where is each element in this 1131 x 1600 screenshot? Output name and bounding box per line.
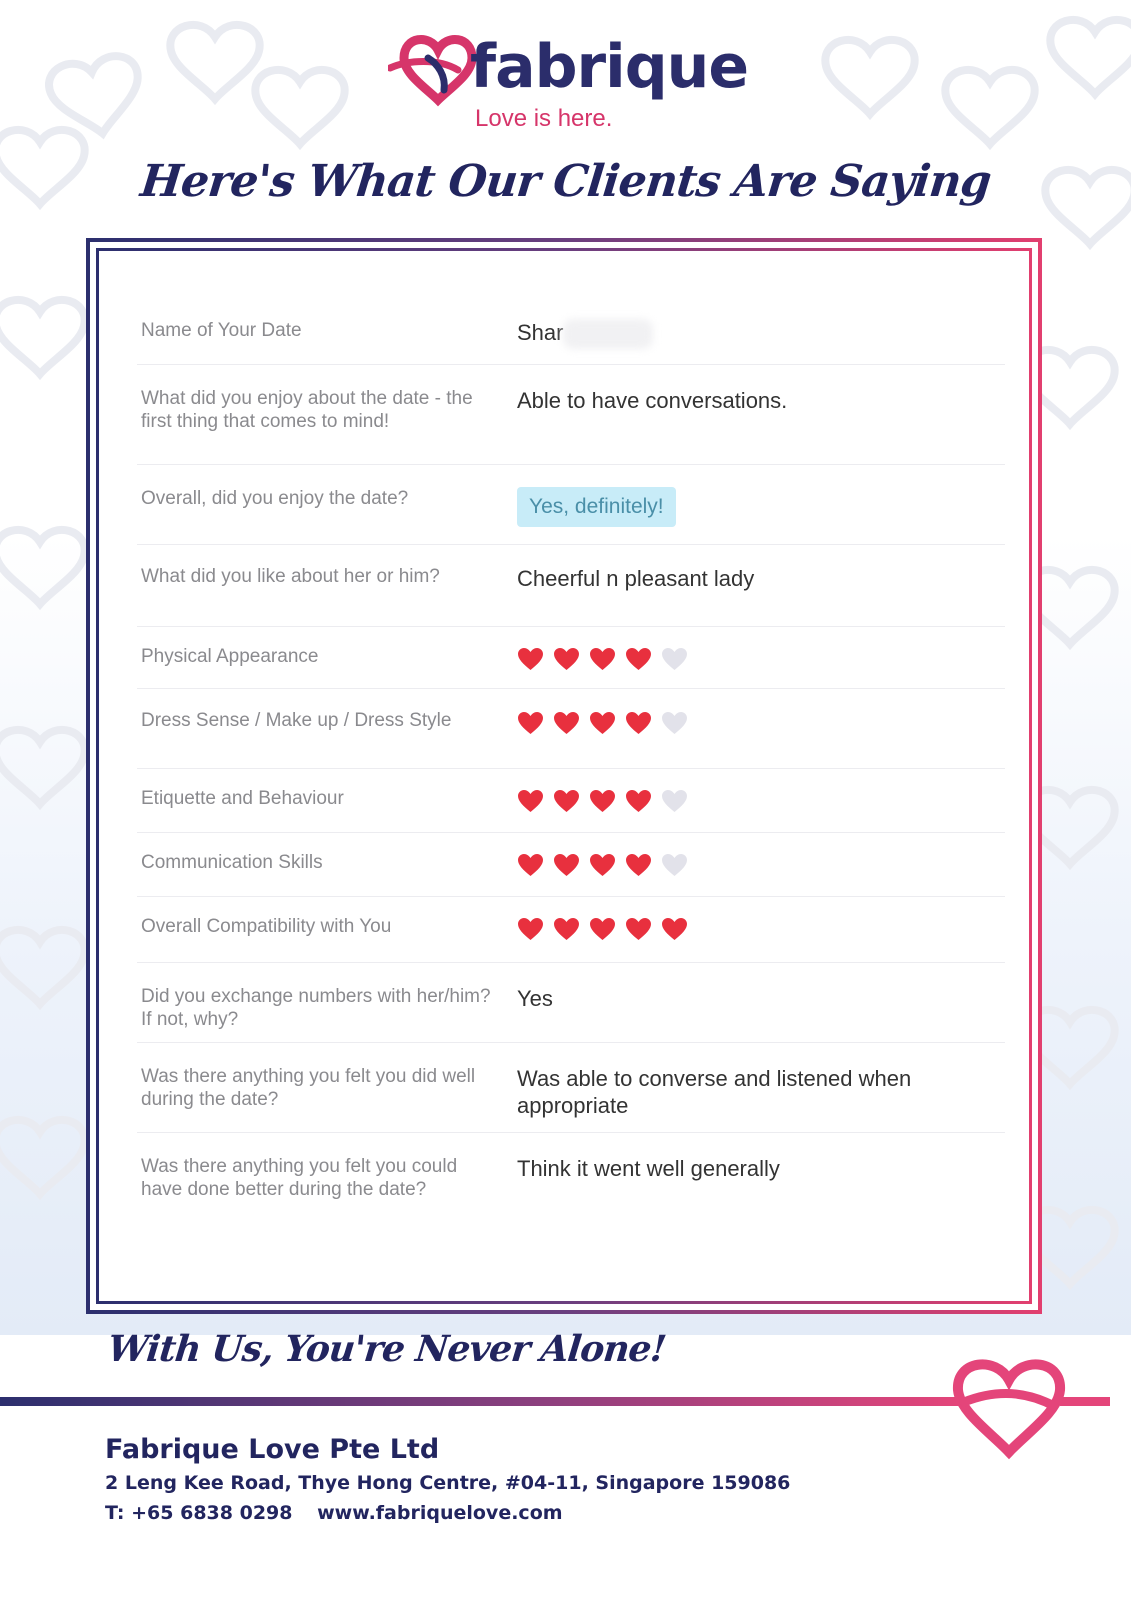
question-label: Was there anything you felt you could have done better during the date? xyxy=(141,1156,458,1200)
question-label: Overall, did you enjoy the date? xyxy=(141,488,409,509)
answer-text: Yes xyxy=(517,986,553,1011)
question-label: What did you like about her or him? xyxy=(141,566,440,587)
question-label: Physical Appearance xyxy=(141,646,319,667)
answer-text: Think it went well generally xyxy=(517,1156,780,1181)
page-headline: Here's What Our Clients Are Saying xyxy=(138,156,993,207)
rating-hearts xyxy=(513,709,1005,768)
company-website[interactable]: www.fabriquelove.com xyxy=(317,1502,563,1524)
brand-tagline: Love is here. xyxy=(475,105,613,132)
heart-filled-icon xyxy=(589,647,616,672)
question-label: Communication Skills xyxy=(141,852,323,873)
answer-text: Shar xyxy=(517,320,564,345)
heart-filled-icon xyxy=(517,789,544,814)
question-label: Etiquette and Behaviour xyxy=(141,788,344,809)
heart-filled-icon xyxy=(625,917,652,942)
feedback-rows xyxy=(137,301,1005,1245)
heart-filled-icon xyxy=(589,917,616,942)
question-label: What did you enjoy about the date - the first thing that comes to mind! xyxy=(141,388,473,432)
heart-filled-icon xyxy=(589,789,616,814)
heart-filled-icon xyxy=(625,647,652,672)
answer-text: Cheerful n pleasant lady xyxy=(517,566,755,591)
feedback-row xyxy=(137,689,1005,769)
heart-filled-icon xyxy=(661,917,688,942)
feedback-row xyxy=(137,963,1005,1043)
rating-hearts xyxy=(513,787,1005,832)
brand-name: fabrique xyxy=(470,32,749,102)
feedback-row xyxy=(137,627,1005,689)
header xyxy=(0,0,1131,235)
heart-filled-icon xyxy=(553,711,580,736)
feedback-row xyxy=(137,897,1005,963)
answer-name xyxy=(513,319,1005,364)
heart-empty-icon xyxy=(661,789,688,814)
heart-filled-icon xyxy=(625,711,652,736)
footer-divider xyxy=(0,1397,960,1406)
answer-badge xyxy=(513,487,1005,544)
heart-empty-icon xyxy=(661,853,688,878)
heart-filled-icon xyxy=(625,789,652,814)
heart-filled-icon xyxy=(517,711,544,736)
question-label: Overall Compatibility with You xyxy=(141,916,392,937)
rating-hearts xyxy=(513,645,1005,688)
heart-filled-icon xyxy=(553,789,580,814)
question-label: Name of Your Date xyxy=(141,320,302,341)
company-contact xyxy=(105,1502,581,1524)
testimonial-frame xyxy=(86,238,1042,1314)
heart-empty-icon xyxy=(661,711,688,736)
feedback-row xyxy=(137,1133,1005,1245)
feedback-row xyxy=(137,301,1005,365)
question-label: Dress Sense / Make up / Dress Style xyxy=(141,710,452,731)
heart-filled-icon xyxy=(553,917,580,942)
heart-filled-icon xyxy=(517,917,544,942)
heart-empty-icon xyxy=(661,647,688,672)
feedback-row xyxy=(137,1043,1005,1133)
heart-filled-icon xyxy=(517,647,544,672)
feedback-row xyxy=(137,545,1005,627)
company-phone: T: +65 6838 0298 xyxy=(105,1502,293,1524)
answer-text: Able to have conversations. xyxy=(517,388,788,413)
heart-filled-icon xyxy=(517,853,544,878)
heart-filled-icon xyxy=(625,853,652,878)
company-address: 2 Leng Kee Road, Thye Hong Centre, #04-11, Singapore 159086 xyxy=(105,1472,791,1494)
yes-definitely-badge: Yes, definitely! xyxy=(517,487,676,527)
footer-heart-icon xyxy=(944,1350,1074,1465)
heart-filled-icon xyxy=(553,853,580,878)
feedback-row xyxy=(137,465,1005,545)
company-name: Fabrique Love Pte Ltd xyxy=(105,1434,440,1465)
feedback-row xyxy=(137,833,1005,897)
rating-hearts xyxy=(513,851,1005,896)
question-label: Was there anything you felt you did well during the date? xyxy=(141,1066,476,1110)
heart-filled-icon xyxy=(589,853,616,878)
redacted-blur xyxy=(563,319,653,349)
feedback-row xyxy=(137,769,1005,833)
feedback-row xyxy=(137,365,1005,465)
answer-text: Was able to converse and listened when appropriate xyxy=(517,1066,912,1118)
heart-filled-icon xyxy=(589,711,616,736)
feedback-card xyxy=(99,251,1029,1301)
footer-slogan: With Us, You're Never Alone! xyxy=(105,1328,668,1370)
heart-filled-icon xyxy=(553,647,580,672)
question-label: Did you exchange numbers with her/him? If not, why? xyxy=(141,986,491,1030)
rating-hearts xyxy=(513,915,1005,962)
